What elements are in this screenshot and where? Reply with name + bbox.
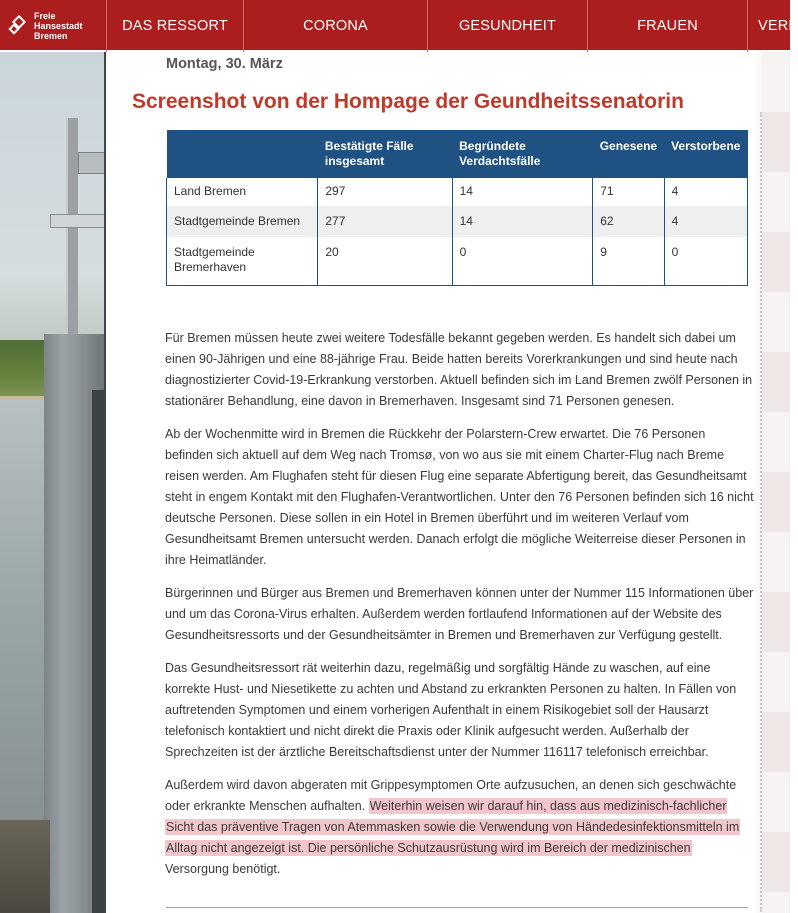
photo-pole — [66, 118, 78, 348]
table-row — [167, 178, 748, 206]
nav-item-corona[interactable]: CORONA — [243, 0, 427, 52]
table-cell: Stadtgemeinde Bremerhaven — [167, 237, 318, 285]
table-cell: 9 — [593, 237, 664, 285]
table-cell: 14 — [452, 206, 593, 237]
nav-item-verbraucherschutz[interactable]: VERB — [747, 0, 790, 52]
article-paragraph-4: Das Gesundheitsressort rät weiterhin dazu, regelmäßig und sorgfältig Hände zu waschen, auf eine korrekte Hust- und Niesetikette zu achten und Abstand zu erkrankten Personen zu halten. In Fällen von auftretenden Symptomen und einem vorherigen Aufenthalt in einem Risikogebiet soll der Hausarzt telefonisch kontaktiert und nicht direkt die Praxis oder Klinik aufgesucht werden. Außerhalb der Sprechzeiten ist der ärztliche Bereitschaftsdienst unter der Nummer 116117 telefonisch erreichbar. — [165, 661, 737, 759]
content-divider — [166, 907, 748, 908]
logo-line-2: Hansestadt — [34, 21, 83, 31]
table-header-region — [167, 130, 318, 178]
article-body — [165, 328, 755, 892]
photo-sign — [50, 214, 106, 228]
table-header-row — [167, 130, 748, 178]
top-navigation — [0, 0, 798, 52]
photo-lamp — [78, 152, 106, 174]
table-header-deceased: Verstorbene — [664, 130, 747, 178]
paragraph-5-intro: Außerdem wird davon abgeraten mit Grippesymptomen Orte aufzusuchen, an denen sich geschwächte oder erkrankte Menschen aufhalten. — [165, 778, 737, 813]
table-cell: 14 — [452, 178, 593, 206]
table-cell: 4 — [664, 206, 747, 237]
nav-item-das-ressort[interactable]: DAS RESSORT — [106, 0, 243, 52]
table-row — [167, 206, 748, 237]
logo-line-1: Freie — [34, 11, 56, 21]
table-cell: 0 — [452, 237, 593, 285]
article-paragraph-2: Ab der Wochenmitte wird in Bremen die Rückkehr der Polarstern-Crew erwartet. Die 76 Personen befinden sich aktuell auf dem Weg nach Tromsø, von wo aus sie mit einem Charter-Flug nach Breme reisen werden. Am Flughafen steht für diesen Flug eine separate Abfertigung bereit, das Gesundheitsamt steht in engem Kontakt mit den Flughafen-Verantwortlichen. Unter den 76 Personen befinden sich 16 nicht deutsche Personen. Diese sollen in ein Hotel in Bremen überführt und im weiteren Verlauf vom Gesundheitsamt Bremen untersucht werden. Danach erfolgt die mögliche Weiterreise dieser Personen in ihre Heimatländer. — [165, 427, 754, 567]
table-header-suspected: Begründete Verdachtsfälle — [452, 130, 593, 178]
table-header-confirmed: Bestätigte Fälle insgesamt — [318, 130, 452, 178]
article-paragraph-3: Bürgerinnen und Bürger aus Bremen und Bremerhaven können unter der Nummer 115 Informationen über und um das Corona-Virus erhalten. Außerdem werden fortlaufend Informationen auf der Website des Gesundheitsressorts und der Gesundheitsämter in Bremen und Bremerhaven zur Verfügung gestellt. — [165, 586, 754, 642]
table-cell: 277 — [318, 206, 452, 237]
content-left-border — [104, 52, 106, 913]
right-background-pattern — [762, 52, 790, 913]
bremen-logo[interactable] — [0, 0, 106, 52]
table-cell: 71 — [593, 178, 664, 206]
corona-stats-table — [166, 130, 748, 286]
table-cell: Stadtgemeinde Bremen — [167, 206, 318, 237]
table-cell: Land Bremen — [167, 178, 318, 206]
nav-item-frauen[interactable]: FRAUEN — [587, 0, 747, 52]
table-cell: 62 — [593, 206, 664, 237]
highlighted-text: Weiterhin weisen wir darauf hin, dass aus medizinisch-fachlicher Sicht das präventive Tragen von Atemmasken sowie die Verwendung von Händedesinfektionsmitteln im Alltag nicht angezeigt ist. Die persönliche Schutzausrüstung wird im Bereich der medizinischen — [166, 799, 740, 855]
table-cell: 0 — [664, 237, 747, 285]
photo-rocks — [0, 820, 50, 913]
logo-text — [34, 11, 83, 41]
logo-line-3: Bremen — [34, 31, 68, 41]
background-photo — [0, 0, 106, 913]
page-title: Screenshot von der Hompage der Geundheitssenatorin — [132, 90, 684, 113]
right-background — [752, 52, 790, 913]
table-cell: 297 — [318, 178, 452, 206]
article-date: Montag, 30. März — [166, 56, 283, 72]
table-cell: 4 — [664, 178, 747, 206]
table-row — [167, 237, 748, 285]
table-header-recovered: Genesene — [593, 130, 664, 178]
table-cell: 20 — [318, 237, 452, 285]
bremen-key-icon — [10, 17, 28, 35]
article-paragraph-1: Für Bremen müssen heute zwei weitere Todesfälle bekannt gegeben werden. Es handelt sich dabei um einen 90-Jährigen und eine 88-jährige Frau. Beide hatten bereits Vorerkrankungen und sind heute nach diagnostizierter Covid-19-Erkrankung verstorben. Aktuell befinden sich im Land Bremen zwölf Personen in stationärer Behandlung, eine davon in Bremerhaven. Insgesamt sind 71 Personen genesen. — [165, 331, 753, 408]
paragraph-5-end: Versorgung benötigt. — [165, 862, 281, 876]
right-dotted-border — [760, 112, 762, 912]
nav-item-gesundheit[interactable]: GESUNDHEIT — [427, 0, 587, 52]
article-paragraph-5 — [165, 775, 755, 880]
